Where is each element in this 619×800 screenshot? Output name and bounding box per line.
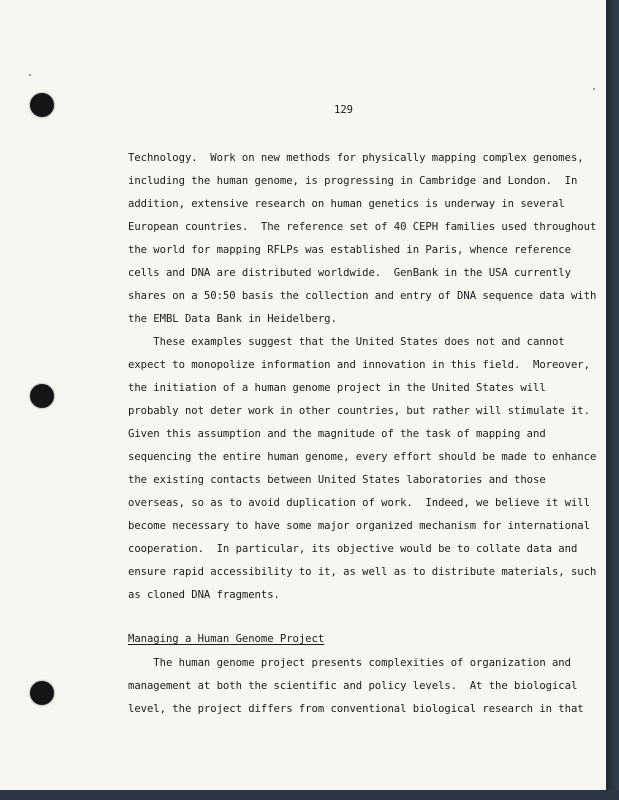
page-number: 129 — [334, 104, 353, 116]
paragraph-2-line: Given this assumption and the magnitude of the task of mapping and — [128, 428, 546, 440]
paragraph-2-line: as cloned DNA fragments. — [128, 589, 280, 601]
scan-border-bottom — [0, 790, 619, 800]
paper-speck — [29, 74, 31, 76]
paragraph-1-line: addition, extensive research on human genetics is underway in several — [128, 198, 565, 210]
paragraph-2-line: overseas, so as to avoid duplication of work. Indeed, we believe it will — [128, 497, 590, 509]
paragraph-1-line: Technology. Work on new methods for physically mapping complex genomes, — [128, 152, 584, 164]
paragraph-1-line: cells and DNA are distributed worldwide. GenBank in the USA currently — [128, 267, 571, 279]
paragraph-3-line: level, the project differs from conventional biological research in that — [128, 703, 584, 715]
paragraph-2-line: the initiation of a human genome project in the United States will — [128, 382, 546, 394]
paper-speck — [593, 88, 595, 90]
paragraph-1-line: shares on a 50:50 basis the collection and entry of DNA sequence data with — [128, 290, 597, 302]
paragraph-3-line: The human genome project presents complexities of organization and — [128, 657, 571, 669]
paragraph-1-line: European countries. The reference set of 40 CEPH families used throughout — [128, 221, 597, 233]
paragraph-1-line: the world for mapping RFLPs was established in Paris, whence reference — [128, 244, 571, 256]
section-heading: Managing a Human Genome Project — [128, 633, 325, 645]
scan-border-right — [606, 0, 619, 800]
paragraph-2-line: become necessary to have some major organized mechanism for international — [128, 520, 590, 532]
paragraph-2-line: expect to monopolize information and innovation in this field. Moreover, — [128, 359, 590, 371]
binder-hole — [30, 384, 54, 408]
paragraph-1-line: the EMBL Data Bank in Heidelberg. — [128, 313, 337, 325]
paragraph-3-line: management at both the scientific and policy levels. At the biological — [128, 680, 578, 692]
paragraph-2-line: These examples suggest that the United States does not and cannot — [128, 336, 565, 348]
paragraph-2-line: the existing contacts between United States laboratories and those — [128, 474, 546, 486]
paragraph-2-line: sequencing the entire human genome, every effort should be made to enhance — [128, 451, 597, 463]
paragraph-2-line: cooperation. In particular, its objective would be to collate data and — [128, 543, 578, 555]
paragraph-2-line: probably not deter work in other countries, but rather will stimulate it. — [128, 405, 590, 417]
paragraph-1-line: including the human genome, is progressing in Cambridge and London. In — [128, 175, 578, 187]
binder-hole — [30, 681, 54, 705]
binder-hole — [30, 93, 54, 117]
paragraph-2-line: ensure rapid accessibility to it, as well as to distribute materials, such — [128, 566, 597, 578]
